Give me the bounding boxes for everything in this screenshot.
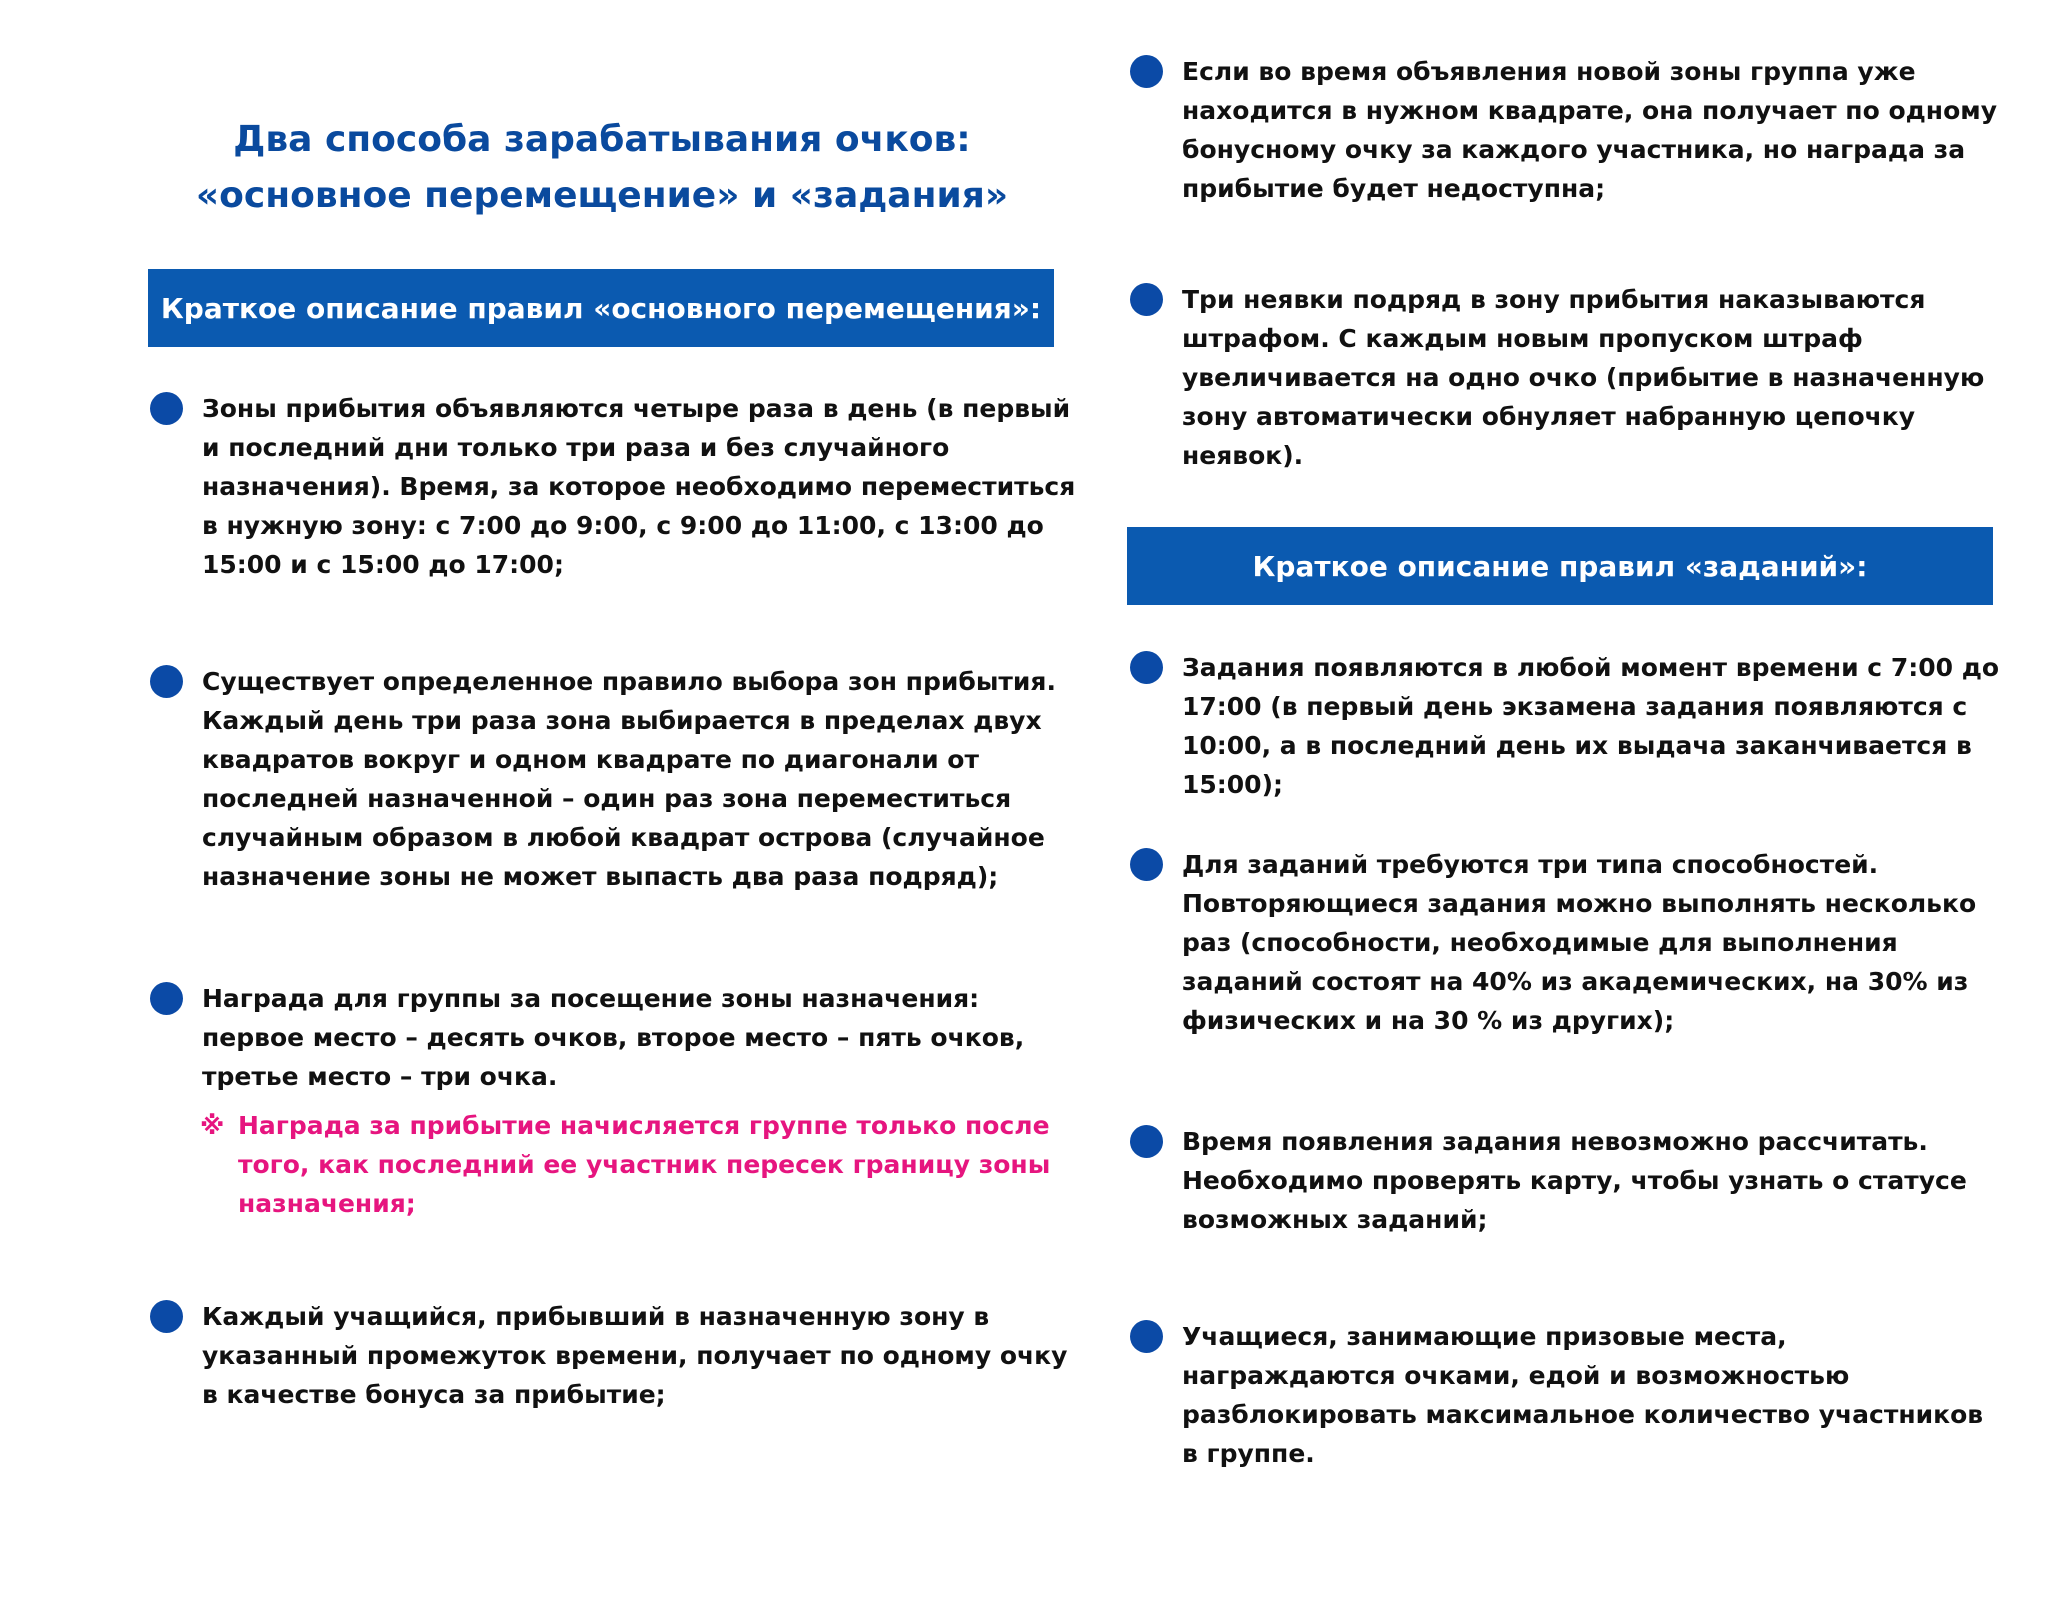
bullet-dot-icon <box>150 982 183 1015</box>
movement-rule-3: Награда для группы за посещение зоны назначения: первое место – десять очков, второе место – пять очков, третье место – три очка. <box>202 984 1025 1091</box>
movement-rule-2: Существует определенное правило выбора зон прибытия. Каждый день три раза зона выбирается в пределах двух квадратов вокруг и одном квадрате по диагонали от последней назначенной – один раз зона переместиться случайным образом в любой квадрат острова (случайное назначение зоны не может выпасть два раза подряд); <box>202 667 1056 891</box>
movement-rule-5: Если во время объявления новой зоны группа уже находится в нужном квадрате, она получает по одному бонусному очку за каждого участника, но награда за прибытие будет недоступна; <box>1182 57 1997 203</box>
bullet-dot-icon <box>1130 283 1163 316</box>
movement-rules-banner: Краткое описание правил «основного перемещения»: <box>148 269 1054 347</box>
note-mark-icon: ※ <box>200 1111 225 1140</box>
movement-rule-4: Каждый учащийся, прибывший в назначенную зону в указанный промежуток времени, получает по одному очку в качестве бонуса за прибытие; <box>202 1302 1068 1409</box>
tasks-rules-banner: Краткое описание правил «заданий»: <box>1127 527 1993 605</box>
bullet-dot-icon <box>1130 1320 1163 1353</box>
bullet-dot-icon <box>1130 55 1163 88</box>
task-rule-2: Для заданий требуются три типа способностей. Повторяющиеся задания можно выполнять несколько раз (способности, необходимые для выполнения заданий состоят на 40% из академических, на 30% из физических и на 30 % из других); <box>1182 850 1977 1035</box>
page-title-line-1: Два способа зарабатывания очков: <box>233 119 971 160</box>
movement-rule-6: Три неявки подряд в зону прибытия наказываются штрафом. С каждым новым пропуском штраф увеличивается на одно очко (прибытие в назначенную зону автоматически обнуляет набранную цепочку неявок). <box>1182 285 1985 470</box>
task-rule-3: Время появления задания невозможно рассчитать. Необходимо проверять карту, чтобы узнать о статусе возможных заданий; <box>1182 1127 1967 1234</box>
arrival-reward-note <box>200 1106 1070 1223</box>
bullet-dot-icon <box>150 665 183 698</box>
bullet-dot-icon <box>1130 1125 1163 1158</box>
bullet-dot-icon <box>1130 651 1163 684</box>
task-rule-1: Задания появляются в любой момент времени с 7:00 до 17:00 (в первый день экзамена задания появляются с 10:00, а в последний день их выдача заканчивается в 15:00); <box>1182 653 2000 799</box>
movement-rule-1: Зоны прибытия объявляются четыре раза в день (в первый и последний дни только три раза и без случайного назначения). Время, за которое необходимо переместиться в нужную зону: с 7:00 до 9:00, с 9:00 до 11:00, с 13:00 до 15:00 и с 15:00 до 17:00; <box>202 394 1076 579</box>
task-rule-4: Учащиеся, занимающие призовые места, награждаются очками, едой и возможностью разблокировать максимальное количество участников в группе. <box>1182 1322 1984 1468</box>
bullet-dot-icon <box>1130 848 1163 881</box>
page-title-line-2: «основное перемещение» и «задания» <box>195 175 1009 216</box>
bullet-dot-icon <box>150 392 183 425</box>
page-title <box>148 112 1056 224</box>
bullet-dot-icon <box>150 1300 183 1333</box>
arrival-reward-note-text: Награда за прибытие начисляется группе только после того, как последний ее участник пересек границу зоны назначения; <box>238 1111 1051 1218</box>
